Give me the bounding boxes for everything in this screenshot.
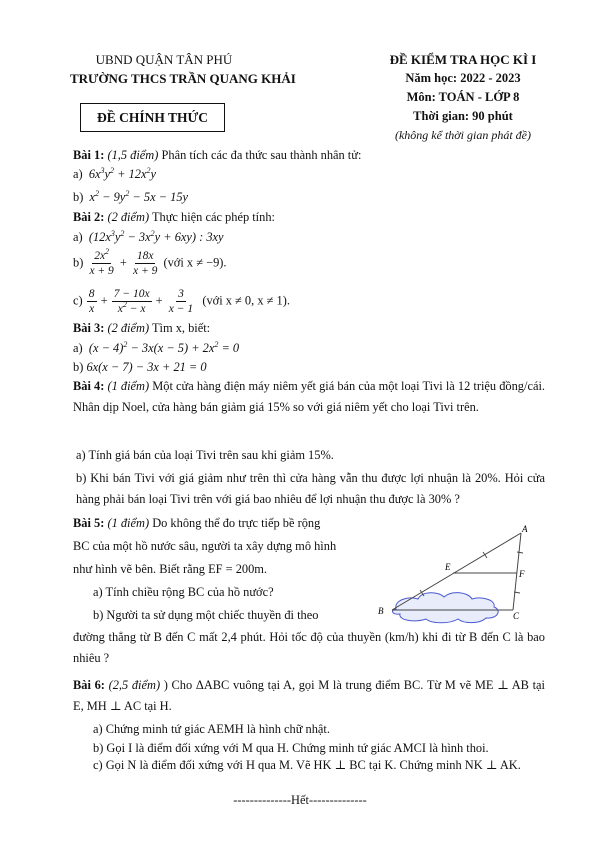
question-4a: a) Tính giá bán của loại Tivi trên sau khi giảm 15%.	[76, 448, 334, 462]
question-1a: a) $6x^3y^2 + 12x^2y$	[73, 166, 156, 181]
fraction: $\frac{18x}{x + 9}$	[133, 250, 158, 278]
label-f: F	[519, 569, 525, 579]
question-5b: b) Người ta sử dụng một chiếc thuyền đi theo	[93, 608, 319, 622]
end-marker: --------------Hết--------------	[233, 793, 367, 807]
subject: Môn: TOÁN - LỚP 8	[406, 90, 520, 104]
fraction: $\frac{7 - 10x}{x^2 - x}$	[113, 288, 150, 316]
question-2b: b) $\frac{2x^2}{x + 9}$ + $\frac{18x}{x + 9}$ (với x ≠ −9).	[73, 247, 227, 278]
question-5-line3: như hình vẽ bên. Biết rằng EF = 200m.	[73, 562, 268, 576]
lake-diagram	[370, 520, 535, 625]
question-6c: c) Gọi N là điểm đối xứng với H qua M. Vẽ HK ⊥ BC tại K. Chứng minh NK ⊥ AK.	[93, 758, 521, 772]
label-e: E	[445, 562, 451, 572]
department-name: UBND QUẬN TÂN PHÚ	[95, 52, 233, 67]
school-year: Năm học: 2022 - 2023	[405, 71, 521, 85]
fraction: $\frac{2x^2}{x + 9}$	[89, 247, 114, 278]
question-2c: c) $\frac{8}{x}$ + $\frac{7 - 10x}{x^2 - x}$ + $\frac{3}{x - 1}$ (với x ≠ 0, x ≠ 1).	[73, 288, 290, 316]
label-b: B	[378, 606, 384, 616]
question-label: Bài 1:	[73, 148, 105, 162]
math-expression: $(12x^3y^2 - 3x^2y + 6xy)$ : 3xy	[85, 229, 224, 244]
duration: Thời gian: 90 phút	[413, 109, 513, 123]
question-6b: b) Gọi I là điểm đối xứng với M qua H. Chứng minh tứ giác AMCI là hình thoi.	[93, 741, 489, 755]
question-1b: b) $x^2 - 9y^2 - 5x - 15y$	[73, 189, 189, 204]
question-1-heading	[73, 148, 361, 163]
fraction: $\frac{3}{x - 1}$	[168, 288, 194, 316]
question-5a: a) Tính chiều rộng BC của hồ nước?	[93, 585, 274, 599]
lake-shape	[393, 593, 499, 623]
official-exam-box: ĐỀ CHÍNH THỨC	[80, 103, 225, 132]
question-text: Phân tích các đa thức sau thành nhân tử:	[161, 148, 362, 162]
math-expression: $x^2 - 9y^2 - 5x - 15y$	[86, 189, 189, 204]
question-5-line2: BC của một hồ nước sâu, người ta xây dựng mô hình	[73, 539, 337, 553]
question-6a: a) Chứng minh tứ giác AEMH là hình chữ nhật.	[93, 722, 330, 736]
question-3-heading: Bài 3: (2 điểm) Tìm x, biết:	[73, 321, 211, 335]
duration-note: (không kể thời gian phát đề)	[394, 128, 532, 142]
fraction: $\frac{8}{x}$	[88, 288, 95, 316]
question-3b: b) 6x(x − 7) − 3x + 21 = 0	[73, 360, 207, 374]
label-a: A	[522, 524, 528, 534]
question-5-continuation: đường thẳng từ B đến C mất 2,4 phút. Hỏi tốc độ của thuyền (km/h) khi đi từ B đến C là bao nhiêu ?	[73, 630, 545, 665]
question-3a: a) $(x - 4)^2 - 3x(x - 5) + 2x^2 = 0$	[73, 340, 240, 355]
math-expression: $6x^3y^2 + 12x^2y$	[85, 166, 156, 181]
math-expression: $(x - 4)^2 - 3x(x - 5) + 2x^2 = 0$	[85, 340, 240, 355]
tick-mark	[517, 552, 523, 553]
question-points: (1,5 điểm)	[107, 148, 159, 162]
question-2-heading: Bài 2: (2 điểm) Thực hiện các phép tính:	[73, 210, 275, 224]
question-4-text: Bài 4: (1 điểm) Một cửa hàng điện máy niêm yết giá bán của một loại Tivi là 12 triệu đồng/cái. Nhân dịp Noel, cửa hàng bán giảm giá 15% so với giá niêm yết cho loại Tivi trên.	[73, 379, 545, 414]
exam-title: ĐỀ KIỂM TRA HỌC KÌ I	[389, 52, 537, 67]
question-5-heading: Bài 5: (1 điểm) Do không thể đo trực tiếp bề rộng	[73, 516, 321, 530]
question-4b: b) Khi bán Tivi với giá giảm như trên thì cửa hàng vẫn thu được lợi nhuận là 20%. Hỏi cửa hàng phải bán loại Tivi trên với giá bao nhiêu để lợi nhuận thu được là 30% ?	[76, 471, 545, 506]
school-name: TRƯỜNG THCS TRẦN QUANG KHẢI	[70, 71, 296, 86]
label-c: C	[513, 611, 520, 621]
question-6-text: Bài 6: (2,5 điểm) ) Cho ΔABC vuông tại A, gọi M là trung điểm BC. Từ M vẽ ME ⊥ AB tại E, MH ⊥ AC tại H.	[73, 678, 545, 713]
question-2a: a) $(12x^3y^2 - 3x^2y + 6xy)$ : 3xy	[73, 229, 224, 244]
